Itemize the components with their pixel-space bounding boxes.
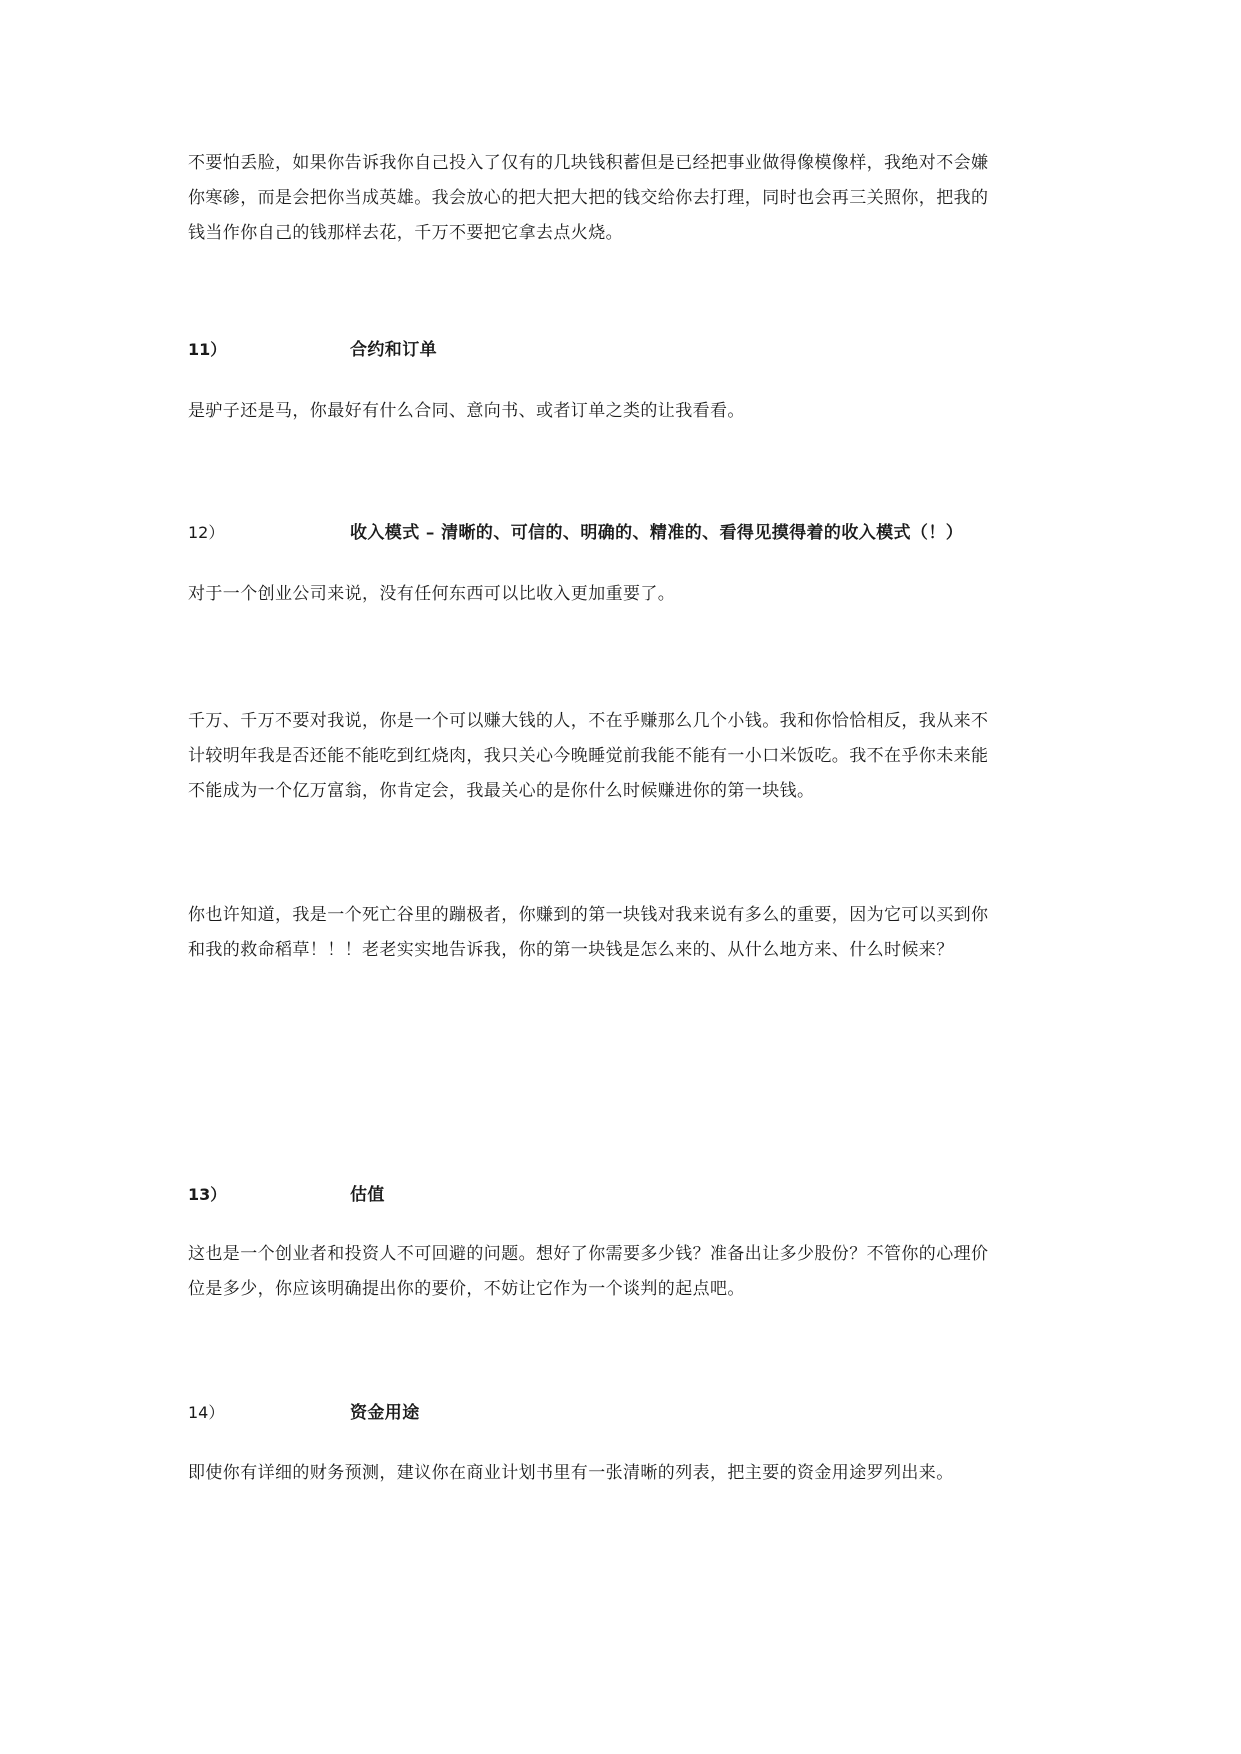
section-title: 收入模式 – 清晰的、可信的、明确的、精准的、看得见摸得着的收入模式（！） xyxy=(350,523,964,543)
text-line: 你也许知道，我是一个死亡谷里的蹦极者，你赚到的第一块钱对我来说有多么的重要，因为它可以买到你 xyxy=(188,905,989,925)
paragraph-humble-beginnings xyxy=(188,146,1068,251)
text-line: 即使你有详细的财务预测，建议你在商业计划书里有一张清晰的列表，把主要的资金用途罗列出来。 xyxy=(188,1463,954,1483)
section-heading-11 xyxy=(188,335,1088,365)
section-heading-12 xyxy=(188,518,1088,548)
text-line: 计较明年我是否还能不能吃到红烧肉，我只关心今晚睡觉前我能不能有一小口米饭吃。我不在乎你未来能 xyxy=(188,746,989,766)
paragraph-revenue-importance xyxy=(188,577,1068,612)
text-line: 你寒碜，而是会把你当成英雄。我会放心的把大把大把的钱交给你去打理，同时也会再三关照你，把我的 xyxy=(188,188,989,208)
text-line: 和我的救命稻草！！！老老实实地告诉我，你的第一块钱是怎么来的、从什么地方来、什么时候来？ xyxy=(188,940,954,960)
paragraph-first-dollar xyxy=(188,704,1068,809)
text-line: 位是多少，你应该明确提出你的要价，不妨让它作为一个谈判的起点吧。 xyxy=(188,1279,745,1299)
section-title: 估值 xyxy=(350,1185,385,1205)
paragraph-death-valley xyxy=(188,898,1068,968)
text-line: 千万、千万不要对我说，你是一个可以赚大钱的人，不在乎赚那么几个小钱。我和你恰恰相反，我从来不 xyxy=(188,711,989,731)
section-number: 11） xyxy=(188,340,227,359)
section-number: 12） xyxy=(188,523,225,542)
section-title: 合约和订单 xyxy=(350,340,437,360)
section-heading-13 xyxy=(188,1180,1088,1210)
paragraph-use-of-funds xyxy=(188,1456,1068,1491)
section-number: 13） xyxy=(188,1185,227,1204)
text-line: 是驴子还是马，你最好有什么合同、意向书、或者订单之类的让我看看。 xyxy=(188,401,745,421)
text-line: 不能成为一个亿万富翁，你肯定会，我最关心的是你什么时候赚进你的第一块钱。 xyxy=(188,781,815,801)
text-line: 钱当作你自己的钱那样去花，千万不要把它拿去点火烧。 xyxy=(188,223,623,243)
text-line: 对于一个创业公司来说，没有任何东西可以比收入更加重要了。 xyxy=(188,584,676,604)
paragraph-valuation xyxy=(188,1237,1068,1307)
text-line: 这也是一个创业者和投资人不可回避的问题。想好了你需要多少钱？准备出让多少股份？不管你的心理价 xyxy=(188,1244,989,1264)
section-title: 资金用途 xyxy=(350,1403,420,1423)
paragraph-contracts xyxy=(188,394,1068,429)
text-line: 不要怕丢脸，如果你告诉我你自己投入了仅有的几块钱积蓄但是已经把事业做得像模像样，我绝对不会嫌 xyxy=(188,153,989,173)
section-number: 14） xyxy=(188,1403,225,1422)
section-heading-14 xyxy=(188,1398,1088,1428)
